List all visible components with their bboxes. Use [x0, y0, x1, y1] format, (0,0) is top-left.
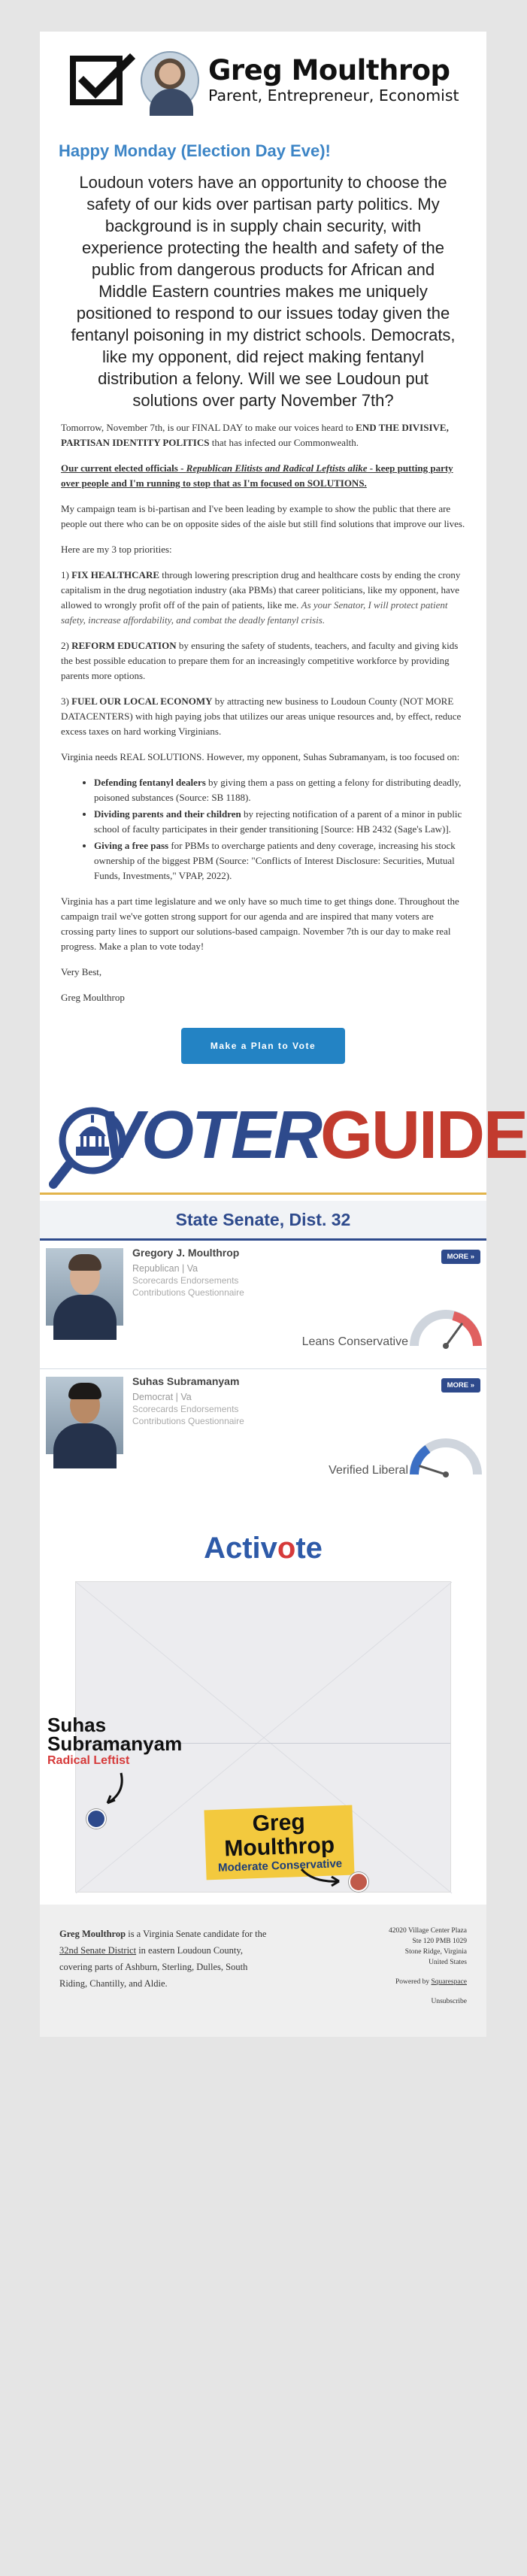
footer-address [332, 1926, 467, 2007]
text-bold: Defending fentanyl dealers [94, 777, 206, 788]
label-text: Suhas [47, 1714, 107, 1736]
unsubscribe-link[interactable]: Unsubscribe [431, 1998, 467, 2005]
text: that has infected our Commonwealth. [209, 437, 359, 448]
candidate-info [132, 1247, 244, 1298]
text-bold: Our current elected officials - [61, 462, 186, 474]
voter-guide-logo [98, 1098, 527, 1173]
text-bold: FUEL OUR LOCAL ECONOMY [71, 696, 213, 707]
text: Powered by [395, 1978, 432, 1986]
candidate-info [132, 1375, 244, 1426]
text: by rejecting notification of a parent of a minor in public school of faculty participates in their gender transitioning [Source: HB 2432 (Sage's Law)]. [94, 808, 462, 835]
activote-section [40, 1499, 486, 1905]
more-button[interactable]: MORE » [441, 1378, 480, 1393]
label-subtitle: Radical Leftist [47, 1754, 130, 1767]
paragraph-officials [61, 461, 465, 491]
candidate-dot-moulthrop [349, 1872, 368, 1892]
district-link[interactable]: 32nd Senate District [59, 1945, 137, 1956]
gauge-icon [410, 1435, 482, 1477]
header-tagline: Parent, Entrepreneur, Economist [208, 86, 459, 105]
candidate-photo [46, 1377, 123, 1454]
candidate-rating: Verified Liberal [329, 1464, 408, 1477]
footer [40, 1905, 486, 2037]
text: by giving them a pass on getting a felony for distributing deadly, poisoned substances (Source: SB 1188). [94, 777, 462, 803]
candidate-name: Suhas Subramanyam [132, 1375, 240, 1387]
button-wrapper [40, 1016, 486, 1096]
email-body [40, 411, 486, 1005]
opponent-list [61, 775, 465, 883]
priority-healthcare [61, 568, 465, 628]
powered-by [332, 1977, 467, 1987]
voter-guide-banner [40, 1096, 527, 1201]
text: through lowering prescription drug and healthcare costs by ending the crony capitalism in the drug negotiation industry (aka PBMs) that career politicians, like my opponent, have allowed to wrongly profit off of the pain of patients, like me. [61, 569, 461, 611]
paragraph-closing: Virginia has a part time legislature and we only have so much time to get things done. Throughout the campaign trail we've gotten strong support for our agenda and are inspired that many voters are crossing party lines to support our solutions-based campaign. November 7th is our day to make real progress. Make a plan to vote today! [61, 896, 459, 952]
label-subtitle: Moderate Conservative [217, 1857, 343, 1874]
text: Tomorrow, November 7th, is our FINAL DAY to make our voices heard to [61, 422, 356, 433]
text-bold: FIX HEALTHCARE [71, 569, 159, 580]
list-item [94, 838, 465, 883]
email-card [40, 32, 527, 2037]
header-name: Greg Moulthrop [208, 53, 450, 86]
candidate-links[interactable]: Contributions Questionnaire [132, 1416, 244, 1426]
text-bold: Dividing parents and their children [94, 808, 241, 820]
text: in eastern Loudoun County, covering parts of Ashburn, Sterling, Dulles, South Riding, Chantilly, and Aldie. [59, 1945, 248, 1989]
label-text: Moulthrop [223, 1832, 335, 1862]
list-item [94, 807, 465, 837]
text: 3) [61, 696, 72, 707]
label-subramanyam [47, 1716, 182, 1768]
address-line: Stone Ridge, Virginia [404, 1948, 467, 1956]
arrow-icon [298, 1866, 347, 1889]
more-button[interactable]: MORE » [441, 1250, 480, 1264]
arrow-icon [91, 1770, 136, 1815]
brand [208, 53, 459, 105]
paragraph-final-day [61, 420, 465, 450]
candidate-rating: Leans Conservative [301, 1335, 408, 1348]
text-bold-italic: Republican Elitists and Radical Leftists alike [186, 462, 368, 474]
candidate-links[interactable]: Contributions Questionnaire [132, 1287, 244, 1298]
text-bold: Giving a free pass [94, 840, 169, 851]
candidate-photo [46, 1248, 123, 1326]
intro-text: Loudoun voters have an opportunity to choose the safety of our kids over partisan party politics. My background is in supply chain security, with experience protecting the health and safety of the public from dangerous products for African and Middle Eastern countries makes me uniquely positioned to respond to our issues today given the fentanyl poisoning in my district schools. Democrats, like my opponent, did reject making fentanyl distribution a felony. Will we see Loudoun put solutions over party November 7th? [71, 173, 456, 410]
address-line: United States [429, 1959, 467, 1966]
signature: Greg Moulthrop [61, 992, 125, 1003]
logo-text-guide: GUIDE [320, 1098, 527, 1173]
text: is a Virginia Senate candidate for the [126, 1929, 267, 1939]
address-line: 42020 Village Center Plaza [389, 1927, 467, 1935]
footer-about [59, 1926, 277, 2007]
candidate-party: Republican | Va [132, 1263, 198, 1274]
candidate-links[interactable]: Scorecards Endorsements [132, 1275, 239, 1286]
text-italic: As your Senator, I will protect patient safety, increase affordability, and combat the deadly fentanyl crisis. [61, 599, 448, 626]
logo-text: o [277, 1532, 296, 1565]
paragraph-opponent: Virginia needs REAL SOLUTIONS. However, my opponent, Suhas Subramanyam, is too focused on: [61, 751, 460, 762]
gauge-icon [410, 1307, 482, 1349]
candidate-card-subramanyam [40, 1368, 486, 1499]
greeting-heading: Happy Monday (Election Day Eve)! [59, 141, 331, 160]
candidate-dot-subramanyam [86, 1809, 106, 1829]
footer-name: Greg Moulthrop [59, 1929, 126, 1939]
header [40, 32, 486, 129]
text: 1) [61, 569, 72, 580]
paragraph-priorities-intro: Here are my 3 top priorities: [61, 544, 172, 555]
text: 2) [61, 640, 72, 651]
priority-economy [61, 694, 465, 739]
candidate-links[interactable]: Scorecards Endorsements [132, 1404, 239, 1414]
candidate-name: Gregory J. Moulthrop [132, 1247, 240, 1259]
race-title: State Senate, Dist. 32 [40, 1201, 486, 1238]
text-bold: REFORM EDUCATION [71, 640, 177, 651]
logo-text: Activ [204, 1532, 277, 1565]
make-plan-button[interactable]: Make a Plan to Vote [181, 1028, 345, 1064]
text: for PBMs to overcharge patients and deny coverage, increasing his stock ownership of the biggest PBM (Source: "Conflicts of Interest Disclosure: Securities, Mutual Funds, Investments," VPAP, 2022). [94, 840, 456, 881]
logo-text-voter: VOTER [98, 1098, 321, 1173]
activote-spectrum [47, 1581, 451, 1893]
candidate-party: Democrat | Va [132, 1392, 192, 1402]
text-bold: END THE DIVISIVE, PARTISAN IDENTITY POLITICS [61, 422, 449, 448]
label-text: Greg [252, 1809, 306, 1837]
signoff: Very Best, [61, 966, 102, 977]
checkbox-check-icon [70, 54, 135, 107]
divider [40, 1193, 486, 1195]
logo-text: te [295, 1532, 323, 1565]
avatar [141, 51, 199, 110]
activote-logo [40, 1532, 486, 1565]
squarespace-link[interactable]: Squarespace [431, 1978, 467, 1986]
candidate-card-moulthrop [40, 1238, 486, 1368]
priority-education [61, 638, 465, 683]
label-text: Subramanyam [47, 1732, 183, 1755]
paragraph-bipartisan: My campaign team is bi-partisan and I've been leading by example to show the public that there are people out there who can be on opposite sides of the aisle but still find solutions that improve our lives. [61, 503, 465, 529]
text: by attracting new business to Loudoun County (NOT MORE DATACENTERS) with high paying jobs that utilizes our areas unique resources and, by effect, reduce excess taxes on hard working Virginians. [61, 696, 462, 737]
address-line: Ste 120 PMB 1029 [412, 1938, 467, 1945]
list-item [94, 775, 465, 805]
text-bold: - keep putting party over people and I'm running to stop that as I'm focused on SOLUTIONS. [61, 462, 453, 489]
text: by ensuring the safety of students, teachers, and faculty and giving kids the best possible education to prepare them for an increasingly competitive workforce by providing parents more options. [61, 640, 459, 681]
